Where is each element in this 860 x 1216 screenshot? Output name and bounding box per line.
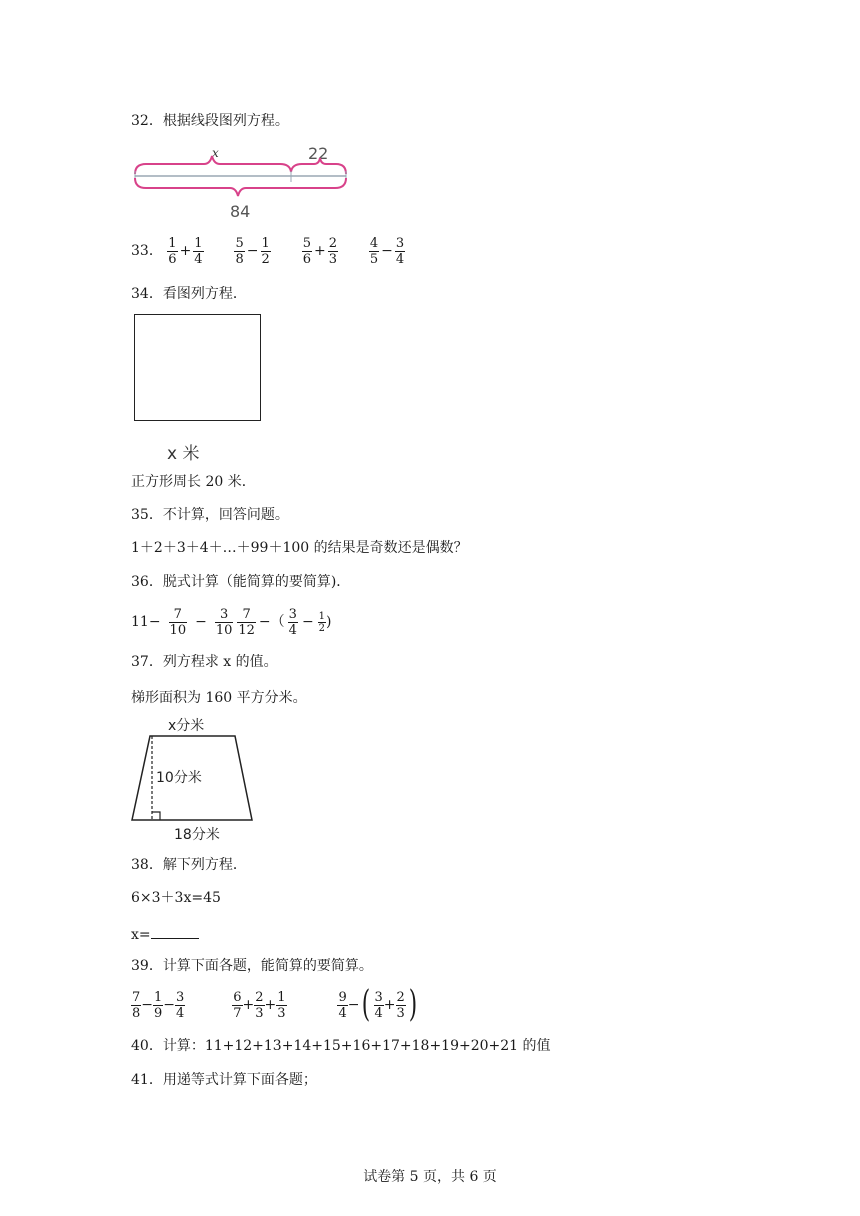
q33-expressions: 33． $\frac{1}{6}$ + $\frac{1}{4}$ $\frac{5}{8}$ − $\frac{1}{2}$ $\frac{5}{6}$ + $\frac{2}{3}$ $\frac{4}{5}$ − $\frac{3}{4}$ <box>131 235 405 267</box>
fraction: $\frac{4}{5}$ <box>369 235 379 267</box>
brace-x <box>135 156 291 174</box>
square-figure <box>134 314 261 421</box>
brace-22 <box>291 158 346 174</box>
fraction: $\frac{1}{4}$ <box>194 235 203 267</box>
fraction: $\frac{1}{3}$ <box>277 989 286 1021</box>
q41-prompt: 41．用递等式计算下面各题； <box>131 1072 317 1088</box>
q38-equation: 6×3＋3x=45 <box>131 890 221 906</box>
q37-prompt: 37．列方程求 x 的值。 <box>131 654 278 670</box>
fraction: $\frac{6}{7}$ <box>233 989 242 1021</box>
q36-prompt: 36．脱式计算（能简算的要简算)． <box>131 574 351 590</box>
q37-given: 梯形面积为 160 平方分米。 <box>131 690 307 706</box>
fraction: $\frac{7}{8}$ <box>132 989 141 1021</box>
fraction: $\frac{5}{6}$ <box>302 235 311 267</box>
segment-label-x: x <box>212 146 219 160</box>
q36-expressions: 11− $\frac{7}{10}$ − $\frac{3}{10}$ $\frac{7}{12}$ −（ $\frac{3}{4}$ − $\frac{1}{2}$ ) <box>131 606 332 638</box>
q34-caption: 正方形周长 20 米． <box>131 474 256 490</box>
segment-label-84: 84 <box>230 202 251 221</box>
fraction: $\frac{9}{4}$ <box>338 989 347 1021</box>
q34-prompt: 34．看图列方程． <box>131 286 247 302</box>
answer-blank[interactable] <box>151 924 199 939</box>
right-angle-mark <box>152 812 160 820</box>
trapezoid-figure <box>128 712 268 848</box>
fraction: $\frac{3}{4}$ <box>395 235 405 267</box>
fraction: $\frac{1}{2}$ <box>318 610 326 634</box>
fraction: $\frac{7}{10}$ <box>169 606 187 638</box>
fraction: $\frac{3}{4}$ <box>176 989 185 1021</box>
q33-number: 33． <box>131 243 163 259</box>
fraction: $\frac{5}{8}$ <box>235 235 244 267</box>
trapezoid-top-label: x分米 <box>168 718 205 734</box>
trapezoid-height-label: 10分米 <box>156 770 202 786</box>
fraction: $\frac{3}{4}$ <box>374 989 383 1021</box>
fraction: $\frac{1}{2}$ <box>261 235 270 267</box>
fraction: $\frac{3}{4}$ <box>288 606 297 638</box>
fraction: $\frac{2}{3}$ <box>255 989 264 1021</box>
page-footer: 试卷第 5 页，共 6 页 <box>363 1169 497 1185</box>
q40-prompt: 40．计算：11+12+13+14+15+16+17+18+19+20+21 的值 <box>131 1038 551 1054</box>
brace-84 <box>135 178 346 196</box>
q39-prompt: 39．计算下面各题，能简算的要简算。 <box>131 958 373 974</box>
fraction: $\frac{2}{3}$ <box>328 235 337 267</box>
fraction: $\frac{3}{10}$ <box>215 606 233 638</box>
q32-prompt: 32．根据线段图列方程。 <box>131 113 289 129</box>
line-segment-diagram <box>130 142 352 222</box>
q39-expressions: $\frac{7}{8}$ − $\frac{1}{9}$ − $\frac{3}{4}$ $\frac{6}{7}$ + $\frac{2}{3}$ + $\frac{1}{3}$ $\frac{9}{4}$ −( $\frac{3}{4}$ + $\frac{2}{3}$ ) <box>132 984 418 1025</box>
q35-prompt: 35．不计算，回答问题。 <box>131 507 289 523</box>
fraction: $\frac{1}{6}$ <box>168 235 177 267</box>
q38-answer: x= <box>131 924 199 945</box>
fraction: $\frac{1}{9}$ <box>154 989 163 1021</box>
square-side-label: x 米 <box>167 444 200 464</box>
q35-question: 1＋2＋3＋4＋…＋99＋100 的结果是奇数还是偶数？ <box>131 540 468 556</box>
segment-label-22: 22 <box>308 144 329 163</box>
trapezoid-bottom-label: 18分米 <box>174 827 220 843</box>
q38-prompt: 38．解下列方程． <box>131 857 247 873</box>
fraction: $\frac{2}{3}$ <box>396 989 405 1021</box>
fraction: $\frac{7}{12}$ <box>238 606 255 638</box>
